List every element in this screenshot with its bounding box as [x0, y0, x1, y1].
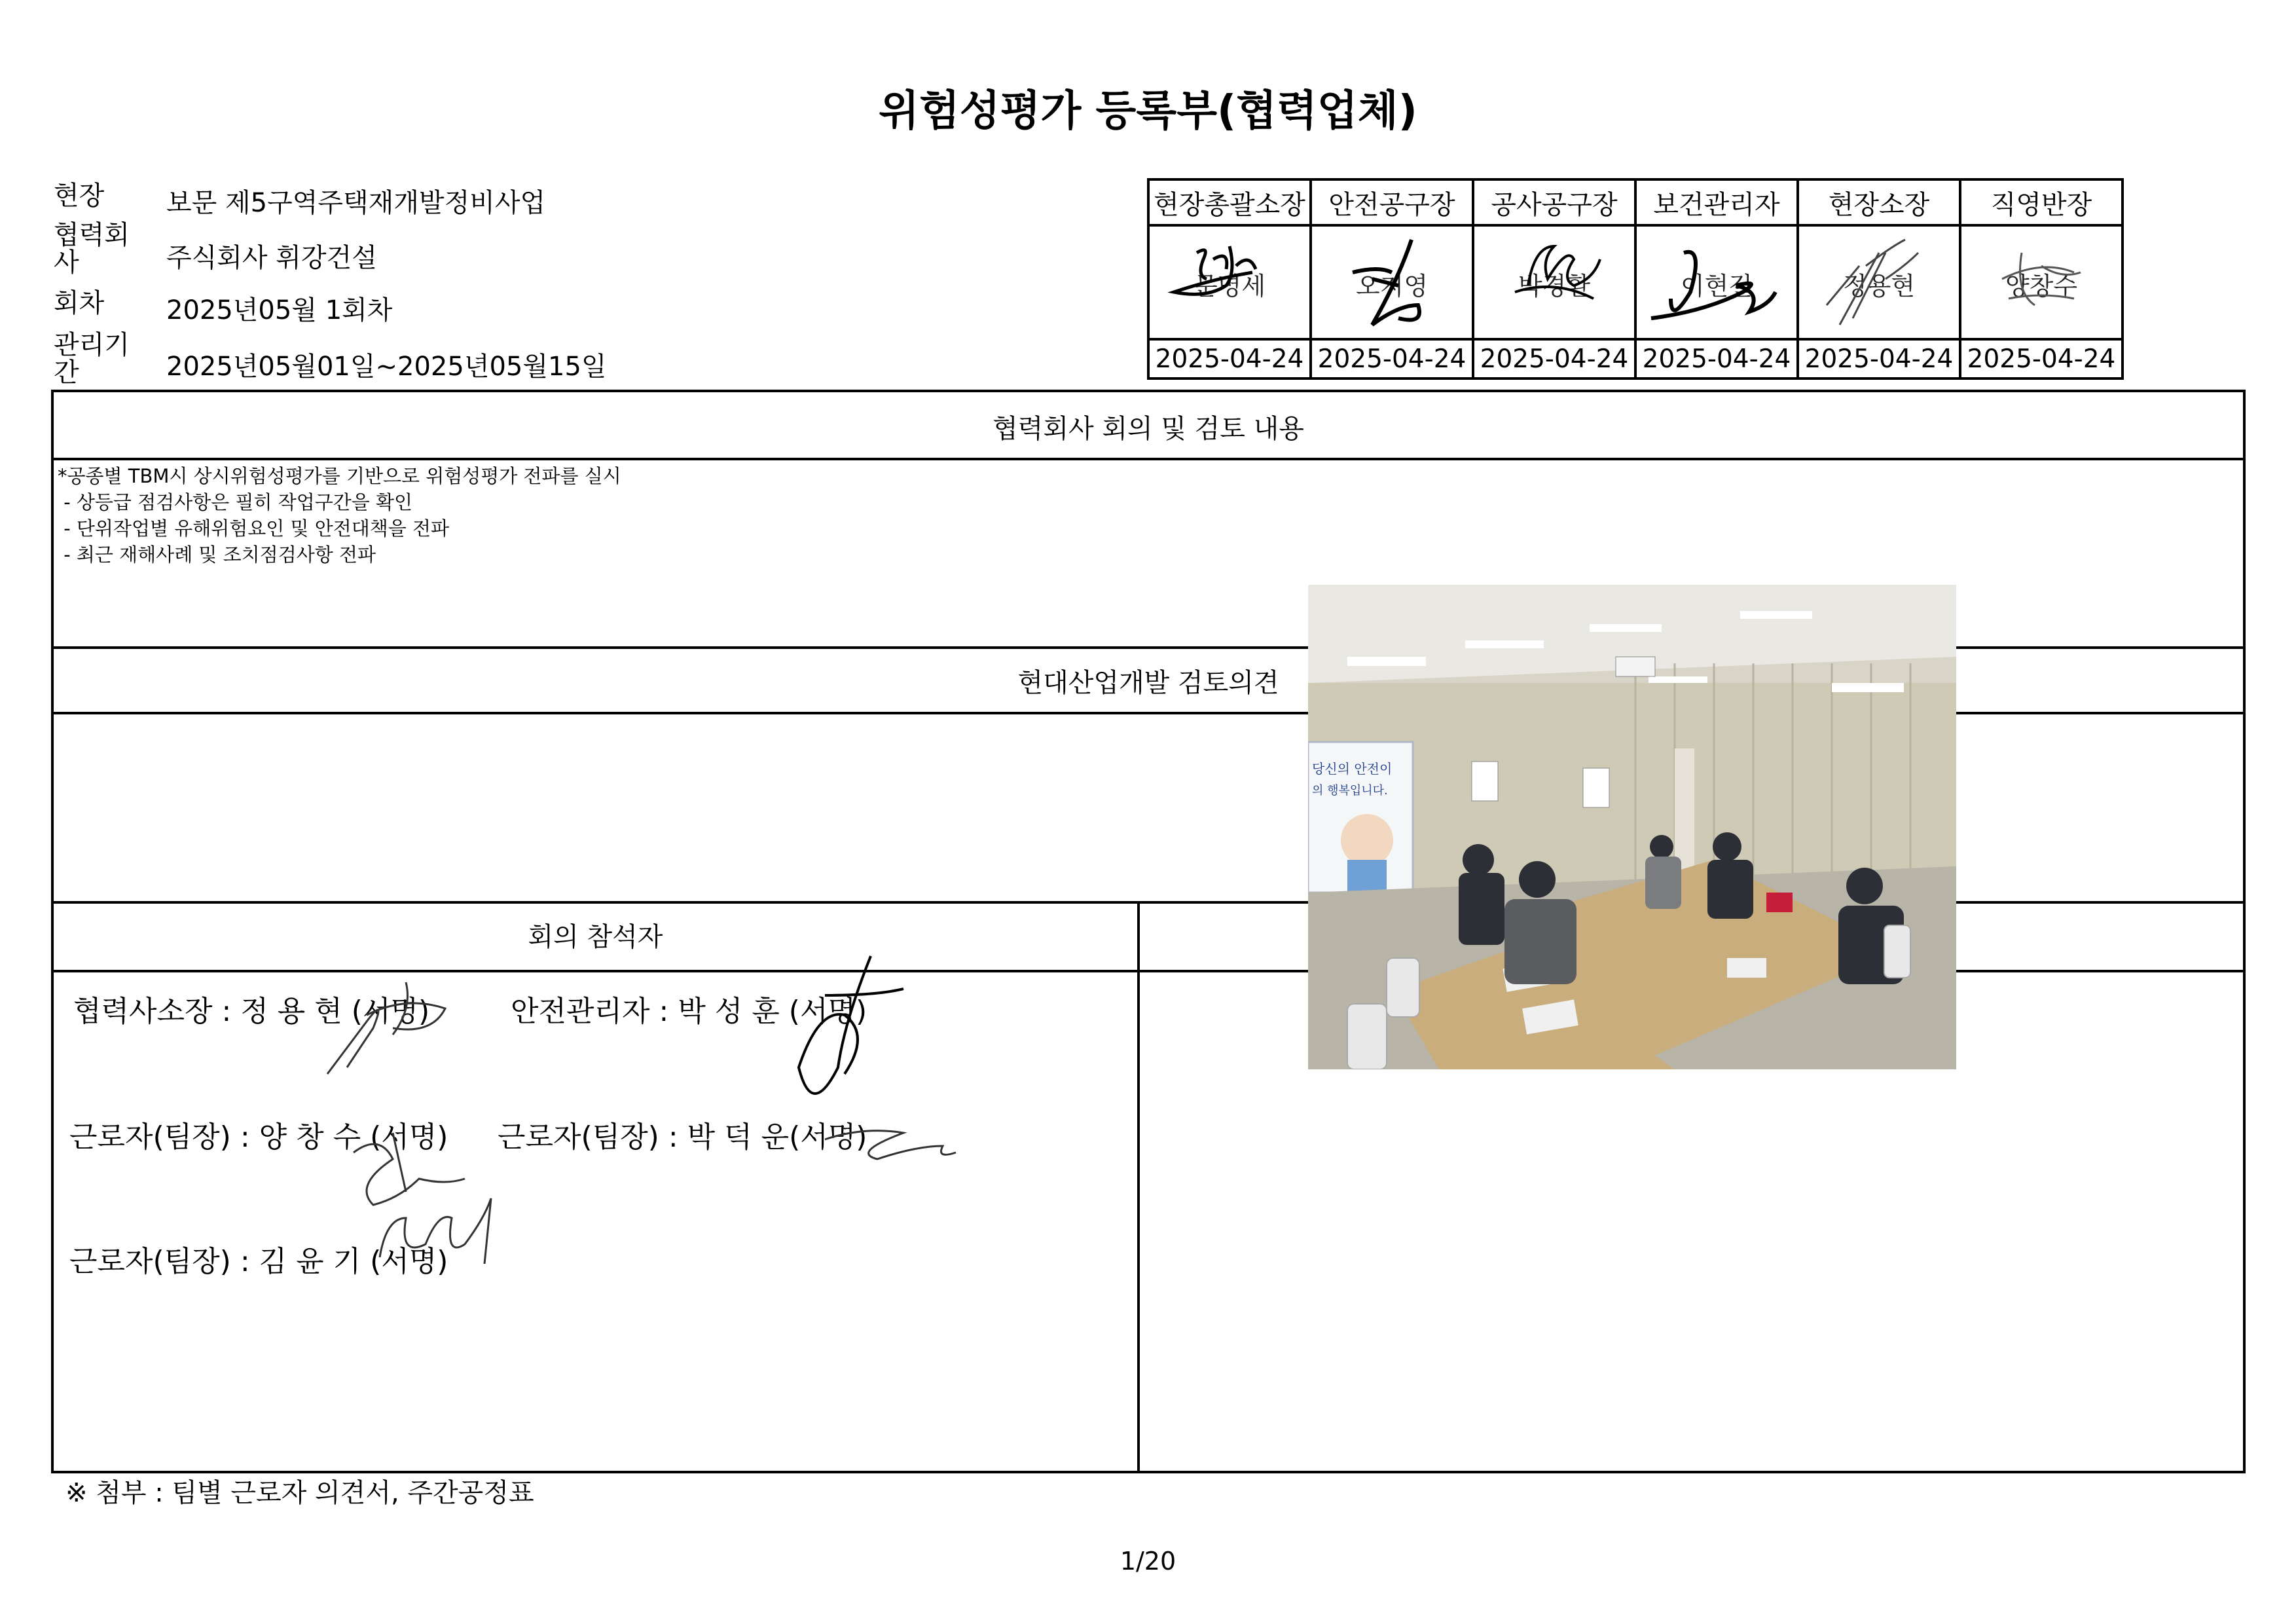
approval-name: 오지영 [1355, 272, 1429, 301]
info-value-company: 주식회사 휘강건설 [166, 243, 377, 273]
approval-name: 이현길 [1680, 272, 1753, 301]
approval-name: 양창수 [2005, 272, 2078, 301]
attendee-line: 안전관리자 : 박 성 훈 (서명) [511, 995, 867, 1028]
handwritten-signature [1961, 227, 2121, 338]
attachment-note: ※ 첨부 : 팀별 근로자 의견서, 주간공정표 [65, 1478, 534, 1508]
divider [54, 458, 2243, 460]
info-label-round: 회차 [54, 288, 105, 318]
attendee-line: 근로자(팀장) : 박 덕 운(서명) [498, 1120, 867, 1154]
approval-role: 직영반장 [1960, 179, 2123, 225]
attendee-line: 근로자(팀장) : 김 윤 기 (서명) [69, 1245, 448, 1278]
review-notes: *공종별 TBM시 상시위험성평가를 기반으로 위험성평가 전파를 실시 - 상등급 점검사항은 필히 작업구간을 확인 - 단위작업별 유해위험요인 및 안전대책을 전파 - 최근 재해사례 및 조치점검사항 전파 [58, 465, 621, 566]
handwritten-signature [1312, 227, 1472, 338]
approval-table [1147, 178, 2124, 380]
handwritten-signature [1150, 227, 1309, 338]
approval-role: 현장총괄소장 [1148, 179, 1311, 225]
approval-date: 2025-04-24 [1635, 339, 1798, 378]
approval-signature-cell [1635, 225, 1798, 339]
approval-signature-cell [1311, 225, 1473, 339]
attendees-title: 회의 참석자 [528, 922, 663, 952]
info-value-round: 2025년05월 1회차 [166, 295, 393, 325]
meeting-photo [1308, 585, 1956, 1069]
document-title: 위험성평가 등록부(협력업체) [879, 87, 1417, 136]
approval-name: 문명세 [1193, 272, 1266, 301]
approval-signature-cell [1960, 225, 2123, 339]
approval-role: 보건관리자 [1635, 179, 1798, 225]
approval-date: 2025-04-24 [1798, 339, 1960, 378]
approval-name: 정용현 [1842, 272, 1916, 301]
approval-date: 2025-04-24 [1473, 339, 1635, 378]
handwritten-signature [1637, 227, 1796, 338]
approval-signature-cell [1798, 225, 1960, 339]
approval-signature-cell [1473, 225, 1635, 339]
meeting-room-image [1308, 585, 1956, 1069]
approval-role: 안전공구장 [1311, 179, 1473, 225]
hdc-review-title: 현대산업개발 검토의견 [1017, 668, 1279, 698]
approval-signature-cell [1148, 225, 1311, 339]
handwritten-signature [1474, 227, 1634, 338]
info-label-company: 협력회사 [54, 220, 130, 278]
info-value-site: 보문 제5구역주택재개발정비사업 [166, 188, 546, 218]
approval-date: 2025-04-24 [1311, 339, 1473, 378]
attendee-signatures [0, 943, 1087, 1297]
info-value-period: 2025년05월01일~2025년05월15일 [166, 352, 607, 382]
approval-date: 2025-04-24 [1960, 339, 2123, 378]
page-number: 1/20 [1120, 1547, 1176, 1576]
info-label-period: 관리기간 [54, 330, 130, 388]
approval-name: 박경환 [1518, 272, 1591, 301]
approval-date: 2025-04-24 [1148, 339, 1311, 378]
attendee-line: 근로자(팀장) : 양 창 수 (서명) [69, 1120, 448, 1154]
approval-role: 공사공구장 [1473, 179, 1635, 225]
attendee-line: 협력사소장 : 정 용 현 (서명) [73, 995, 430, 1028]
info-label-site: 현장 [54, 181, 105, 211]
column-divider [1137, 901, 1140, 1471]
banner-text: 당신의 안전이 [1312, 761, 1393, 777]
approval-role: 현장소장 [1798, 179, 1960, 225]
banner-text: 의 행복입니다. [1312, 784, 1388, 798]
review-section-title: 협력회사 회의 및 검토 내용 [993, 414, 1304, 444]
handwritten-signature [1799, 227, 1959, 338]
